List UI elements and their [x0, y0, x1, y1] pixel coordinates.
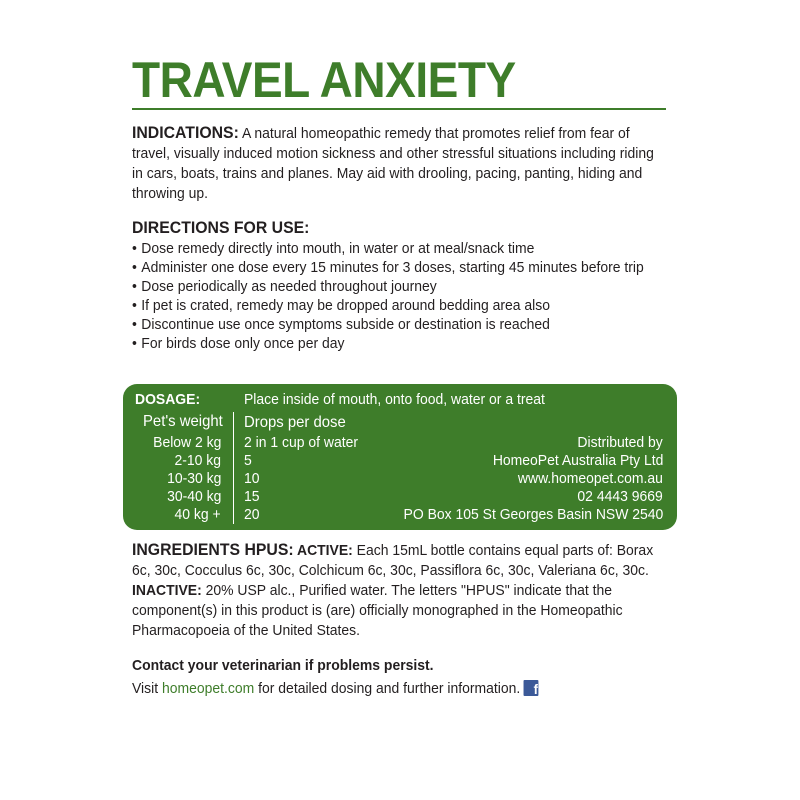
distributor-website: www.homeopet.com.au: [517, 470, 663, 487]
vet-warning: Contact your veterinarian if problems persist.: [132, 657, 434, 674]
dosage-panel: [123, 384, 677, 530]
list-item: • Dose periodically as needed throughout journey: [132, 278, 437, 295]
indications-heading: INDICATIONS:: [132, 123, 239, 142]
directions-section: [132, 217, 668, 353]
dosage-instruction: Place inside of mouth, onto food, water or a treat: [244, 391, 545, 408]
active-ingredients: Each 15mL bottle contains equal parts of: Borax 6c, 30c, Cocculus 6c, 30c, Colchicum 6c, 30c, Passiflora 6c, 30c, Valeriana 6c, 30c.: [132, 542, 654, 579]
distributor-company: HomeoPet Australia Pty Ltd: [492, 452, 663, 469]
product-title: TRAVEL ANXIETY: [132, 52, 516, 108]
list-item: • Dose remedy directly into mouth, in water or at meal/snack time: [132, 240, 535, 257]
indications-section: [132, 123, 668, 204]
contact-section: [132, 656, 708, 699]
drops-cell: 10: [244, 470, 260, 487]
visit-line: Visit homeopet.com for detailed dosing and further information. f: [132, 680, 538, 697]
product-label: [132, 52, 668, 353]
facebook-icon[interactable]: f: [524, 680, 539, 696]
weight-cell: 10-30 kg: [166, 470, 221, 487]
drops-cell: 20: [244, 506, 260, 523]
list-item: • For birds dose only once per day: [132, 335, 345, 352]
weight-cell: Below 2 kg: [152, 434, 221, 451]
drops-cell: 2 in 1 cup of water: [244, 434, 358, 451]
weight-column-header: Pet's weight: [143, 413, 223, 430]
ingredients-heading: INGREDIENTS HPUS:: [132, 540, 294, 559]
directions-heading: DIRECTIONS FOR USE:: [132, 218, 310, 237]
inactive-label: INACTIVE:: [132, 582, 202, 599]
title-divider: [132, 108, 666, 110]
drops-cell: 15: [244, 488, 260, 505]
indications-text: A natural homeopathic remedy that promotes relief from fear of travel, visually induced motion sickness and other stressful situations including riding in cars, boats, trains and planes. May aid with drooling, pacing, panting, hiding and throwing up.: [132, 125, 654, 202]
weight-cell: 2-10 kg: [174, 452, 221, 469]
active-label: ACTIVE:: [293, 542, 353, 559]
dosage-column-divider: [233, 412, 234, 524]
drops-column-header: Drops per dose: [244, 414, 346, 431]
weight-cell: 40 kg +: [174, 506, 221, 523]
drops-cell: 5: [244, 452, 252, 469]
website-link[interactable]: homeopet.com: [161, 680, 255, 697]
list-item: • Administer one dose every 15 minutes for 3 doses, starting 45 minutes before trip: [132, 259, 644, 276]
distributor-line: Distributed by: [577, 434, 663, 451]
dosage-heading: DOSAGE:: [135, 391, 201, 408]
weight-cell: 30-40 kg: [166, 488, 221, 505]
distributor-address: PO Box 105 St Georges Basin NSW 2540: [403, 506, 663, 523]
directions-list: [132, 239, 668, 353]
list-item: • Discontinue use once symptoms subside or destination is reached: [132, 316, 550, 333]
distributor-phone: 02 4443 9669: [577, 488, 663, 505]
ingredients-section: [132, 540, 708, 641]
list-item: • If pet is crated, remedy may be dropped around bedding area also: [132, 297, 550, 314]
inactive-ingredients: 20% USP alc., Purified water. The letters "HPUS" indicate that the component(s) in this product is (are) officially monographed in the Homeopathic Pharmacopoeia of the United States.: [132, 582, 623, 639]
